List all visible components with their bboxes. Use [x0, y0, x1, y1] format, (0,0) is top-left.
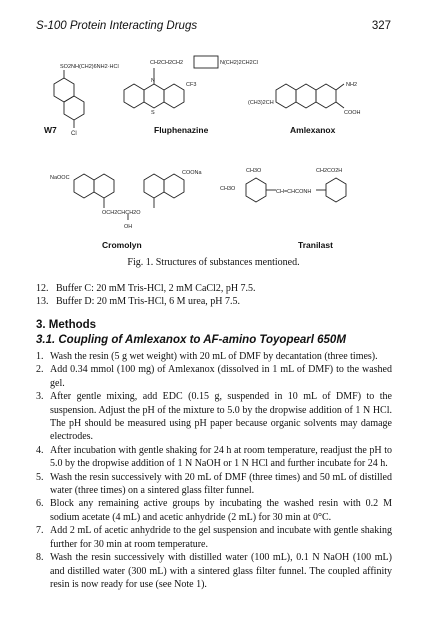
- buffer-text: Buffer C: 20 mM Tris-HCl, 2 mM CaCl2, pH 7.5.: [56, 283, 256, 294]
- chemical-structures: [36, 48, 392, 258]
- tranilast-structure: [220, 168, 346, 202]
- svg-text:CH=CHCONH: CH=CHCONH: [276, 189, 312, 195]
- step-text: Wash the resin successively with 20 mL of DMF (three times) and 50 mL of distilled water (three times) on a sintered glass filter funnel.: [50, 471, 392, 497]
- cromolyn-structure: [50, 170, 203, 230]
- svg-text:OH: OH: [124, 224, 133, 230]
- page-number: 327: [371, 20, 391, 32]
- step-number: 1.: [36, 351, 44, 362]
- step-text: Add 0.34 mmol (100 mg) of Amlexanox (dissolved in 1 mL of DMF) to the washed gel.: [50, 364, 392, 389]
- running-title: S-100 Protein Interacting Drugs: [36, 20, 198, 32]
- svg-text:CH2CO2H: CH2CO2H: [316, 168, 343, 174]
- svg-text:N: N: [151, 78, 155, 84]
- step-item: [36, 363, 392, 390]
- step-number: 3.: [36, 391, 44, 403]
- step-item: [36, 497, 392, 524]
- step-text: Add 2 mL of acetic anhydride to the gel suspension and incubate with gentle shaking further for 30 min at room temperature.: [50, 525, 392, 550]
- step-number: 8.: [36, 552, 44, 564]
- label-w7: W7: [44, 125, 57, 135]
- svg-text:NH2: NH2: [346, 82, 358, 88]
- svg-text:S: S: [151, 110, 155, 116]
- buffer-text: Buffer D: 20 mM Tris-HCl, 6 M urea, pH 7.5.: [56, 296, 240, 307]
- figure-caption: Fig. 1. Structures of substances mentioned.: [127, 257, 300, 268]
- svg-text:OCH2CHCH2O: OCH2CHCH2O: [102, 210, 141, 216]
- svg-text:CH2CH2CH2: CH2CH2CH2: [150, 60, 184, 66]
- step-text: Wash the resin (5 g wet weight) with 20 mL of DMF by decantation (three times).: [50, 351, 378, 362]
- section-heading: 3. Methods: [36, 319, 97, 331]
- label-amlexanox: Amlexanox: [290, 125, 336, 135]
- step-item: [36, 350, 392, 363]
- running-header: [36, 20, 391, 36]
- svg-text:COONa: COONa: [182, 170, 202, 176]
- buffer-number: 12.: [36, 283, 49, 294]
- amlexanox-structure: [248, 82, 361, 116]
- step-item: [36, 524, 392, 551]
- subsection-heading: 3.1. Coupling of Amlexanox to AF-amino Toyopearl 650M: [36, 334, 346, 346]
- label-tranilast: Tranilast: [298, 240, 333, 250]
- label-cromolyn: Cromolyn: [102, 240, 142, 250]
- structures-figure: [36, 48, 392, 258]
- label-fluphenazine: Fluphenazine: [154, 125, 209, 135]
- step-text: Block any remaining active groups by incubating the washed resin with 0.2 M sodium acetate (4 mL) and acetic anhydride (2 mL) for 30 min at 0°C.: [50, 498, 392, 523]
- step-number: 2.: [36, 364, 44, 376]
- svg-text:COOH: COOH: [344, 110, 361, 116]
- step-text: After incubation with gentle shaking for 24 h at room temperature, readjust the pH to 5.0 by the dropwise addition of 1 N NaOH or 1 N HCl and further incubate for 24 h.: [50, 444, 392, 470]
- step-item: [36, 471, 392, 498]
- step-text: After gentle mixing, add EDC (0.15 g, suspended in 10 mL of DMF) to the suspension. Adjust the pH of the mixture to 5.0 by the dropwise addition of 1 N HCl. The pH should be measured using pH paper because organic solvents may damage electrodes.: [50, 391, 392, 443]
- svg-text:CH3O: CH3O: [246, 168, 262, 174]
- buffer-item: [36, 296, 240, 307]
- step-item: [36, 444, 392, 471]
- svg-text:Cl: Cl: [71, 131, 77, 137]
- step-number: 7.: [36, 525, 44, 537]
- svg-text:CF3: CF3: [186, 82, 197, 88]
- w7-structure: [54, 64, 119, 137]
- buffer-item: [36, 283, 256, 294]
- svg-text:NaOOC: NaOOC: [50, 175, 70, 181]
- methods-steps: [36, 350, 392, 591]
- step-number: 5.: [36, 471, 44, 483]
- step-number: 6.: [36, 498, 44, 510]
- svg-text:(CH3)2CH: (CH3)2CH: [248, 100, 274, 106]
- step-item: [36, 551, 392, 591]
- buffer-number: 13.: [36, 296, 49, 307]
- step-number: 4.: [36, 444, 44, 456]
- fluphenazine-structure: [124, 56, 258, 116]
- step-item: [36, 390, 392, 444]
- step-text: Wash the resin successively with distilled water (100 mL), 0.1 N NaOH (100 mL) and distilled water (300 mL) with a sintered glass filter funnel. The coupled affinity resin is now ready for use (see Note 1).: [50, 552, 392, 590]
- svg-text:SO2NH(CH2)6NH2·HCl: SO2NH(CH2)6NH2·HCl: [60, 64, 119, 70]
- svg-text:N(CH2)2CH2Cl: N(CH2)2CH2Cl: [220, 60, 258, 66]
- svg-text:CH3O: CH3O: [220, 186, 236, 192]
